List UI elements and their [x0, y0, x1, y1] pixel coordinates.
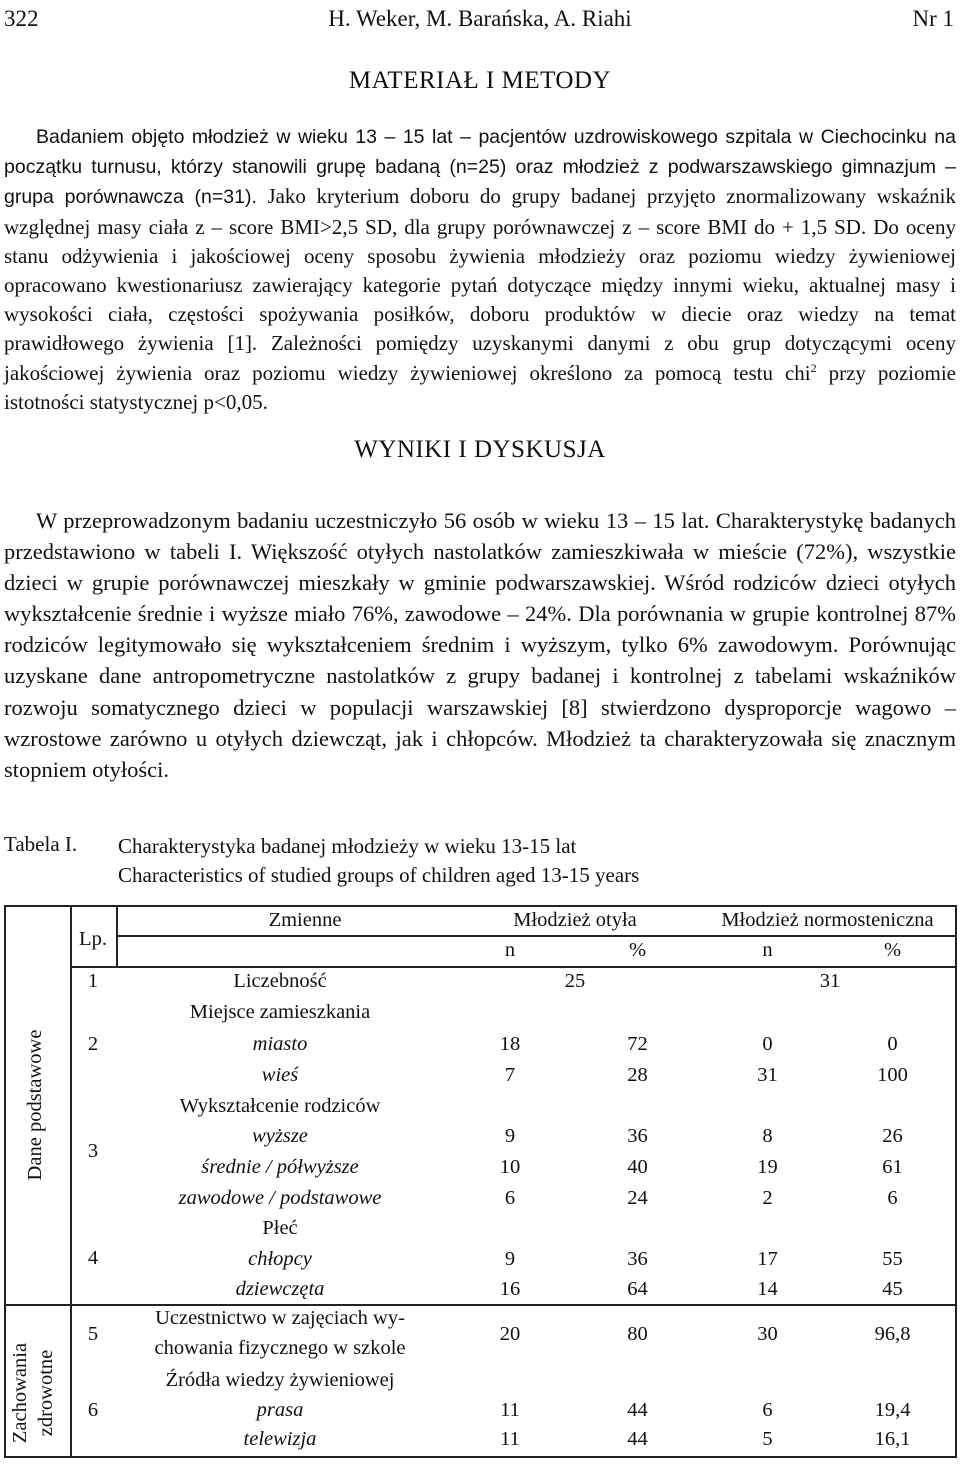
side-label-basic: Dane podstawowe: [24, 1029, 46, 1181]
row6a-label: prasa: [256, 1399, 304, 1421]
row2a-v3: 0: [762, 1033, 773, 1055]
row3b-v2: 40: [627, 1156, 648, 1178]
row3a-label: wyższe: [252, 1125, 308, 1147]
row6a-v3: 6: [762, 1399, 773, 1421]
row6b-v3: 5: [762, 1428, 773, 1450]
side-label-health-1: Zachowania: [9, 1342, 31, 1444]
row1-normal-n: 31: [819, 970, 841, 992]
row6a-v4: 19,4: [874, 1399, 911, 1421]
running-header-authors: H. Weker, M. Barańska, A. Riahi: [328, 6, 632, 31]
header-subline: [116, 935, 956, 937]
row1-lp: 1: [87, 970, 99, 992]
header-normal: Młodzież normosteniczna: [721, 909, 934, 931]
row2-lp: 2: [87, 1033, 99, 1055]
row6b-v1: 11: [500, 1428, 520, 1450]
row3-label: Wykształcenie rodziców: [179, 1095, 381, 1117]
header-n-normal: n: [762, 939, 773, 961]
row3a-v1: 9: [504, 1125, 516, 1147]
section-title-results: WYNIKI I DYSKUSJA: [354, 436, 606, 463]
table-caption-en: Characteristics of studied groups of children aged 13-15 years: [118, 863, 640, 887]
header-bottom-line: [70, 966, 956, 968]
side-label-health-2: zdrowotne: [35, 1349, 57, 1437]
header-lp: Lp.: [79, 928, 107, 950]
row3c-v3: 2: [762, 1187, 773, 1209]
row2b-v4: 100: [877, 1064, 908, 1086]
row2b-v3: 31: [757, 1064, 778, 1086]
row4-label: Płeć: [262, 1217, 298, 1239]
row1-label: Liczebność: [233, 970, 327, 992]
row5-v2: 80: [627, 1323, 648, 1345]
row5-v4: 96,8: [874, 1323, 911, 1345]
table-border-left: [4, 905, 6, 1458]
row3b-label: średnie / półwyższe: [201, 1156, 359, 1178]
methods-text-3: Do oceny stanu odżywienia i jakościowej oceny sposobu żywienia młodzieży oraz poziomu wiedzy żywieniowej opracowano kwestionariusz zawierający kategorie pytań dotyczące między innymi wieku, aktualnej masy i wysokości ciała, częstości spożywania posiłków, doboru produktów w diecie oraz wiedzy na temat prawidłowego żywienia [1]. Zależności pomiędzy uzyskanymi danymi z obu grup dotyczącymi oceny jakościowej żywienia oraz poziomu wiedzy żywieniowej określono za pomocą testu chi: [4, 214, 957, 385]
row2b-label: wieś: [261, 1064, 299, 1086]
group-divider: [4, 1304, 956, 1306]
table-caption: [118, 832, 639, 890]
row3a-v2: 36: [627, 1125, 648, 1147]
header-n-obese: n: [504, 939, 516, 961]
issue-number: Nr 1: [912, 6, 954, 31]
row4a-v3: 17: [757, 1248, 778, 1270]
table-border-right: [955, 905, 957, 1458]
row6b-v2: 44: [627, 1428, 648, 1450]
row4a-v1: 9: [504, 1248, 516, 1270]
row2a-v2: 72: [627, 1033, 648, 1055]
table-border-top: [4, 905, 956, 907]
row5-label-1: Uczestnictwo w zajęciach wy-: [155, 1307, 405, 1329]
row3c-v1: 6: [504, 1187, 516, 1209]
row4b-v4: 45: [882, 1278, 903, 1300]
row4b-v3: 14: [757, 1278, 778, 1300]
row6b-v4: 16,1: [874, 1428, 911, 1450]
row3-lp: 3: [87, 1140, 99, 1162]
row3c-label: zawodowe / podstawowe: [178, 1187, 382, 1209]
row5-v1: 20: [499, 1323, 521, 1345]
methods-text-2: Jako kryterium doboru do grupy badanej przyjęto znormalizowany wskaźnik względnej masy ciała z – score BMI>2,5 SD, dla grupy porównawczej z – score BMI do + 1,5 SD.: [4, 184, 957, 239]
methods-paragraph: [4, 122, 956, 417]
row6a-v1: 11: [500, 1399, 520, 1421]
row4b-label: dziewczęta: [235, 1278, 325, 1300]
row4b-v2: 64: [627, 1278, 648, 1300]
table-caption-pl: Charakterystyka badanej młodzieży w wieku 13-15 lat: [118, 834, 577, 858]
row3c-v4: 6: [887, 1187, 898, 1209]
header-pct-normal: %: [883, 939, 902, 961]
table-border-bottom: [4, 1456, 956, 1458]
row2b-v1: 7: [504, 1064, 516, 1086]
row6b-label: telewizja: [243, 1428, 317, 1450]
row6a-v2: 44: [627, 1399, 648, 1421]
row4b-v1: 16: [499, 1278, 521, 1300]
header-variables: Zmienne: [268, 909, 342, 931]
row3a-v3: 8: [762, 1125, 773, 1147]
row4a-label: chłopcy: [248, 1248, 312, 1270]
methods-text-1: Badaniem objęto młodzież w wieku 13 – 15 lat – pacjentów uzdrowiskowego szpitala w Ciechocinku na początku turnusu, którzy stanowili grupę badaną (n=25) oraz młodzież z podwarszawskiego gimnazjum – grupa porównawcza (n=31).: [4, 126, 956, 209]
row5-lp: 5: [87, 1323, 99, 1345]
row2a-v4: 0: [887, 1033, 898, 1055]
section-title-methods: MATERIAŁ I METODY: [348, 67, 612, 94]
row6-lp: 6: [87, 1399, 99, 1421]
table-label: Tabela I.: [4, 832, 78, 856]
row3b-v4: 61: [882, 1156, 903, 1178]
row1-obese-n: 25: [564, 970, 586, 992]
row6-label: Źródła wiedzy żywieniowej: [165, 1369, 395, 1391]
results-text: W przeprowadzonym badaniu uczestniczyło 56 osób w wieku 13 – 15 lat. Charakterystykę badanych przedstawiono w tabeli I. Większość otyłych nastolatków zamieszkiwała w mieście (72%), wszystkie dzieci w grupie porównawczej mieszkały w gminie podwarszawskiej. Wśród rodziców dzieci otyłych wykształcenie średnie i wyższe miało 76%, zawodowe – 24%. Dla porównania w grupie kontrolnej 87% rodziców legitymowało się wykształceniem średnim i wyższym, tylko 6% zawodowym. Porównując uzyskane dane antropometryczne nastolatków z grupy badanej i kontrolnej z tabelami wskaźników rozwoju somatycznego dzieci w populacji warszawskiej [8] stwierdzono dysproporcje wagowo – wzrostowe zarówno u otyłych dziewcząt, jak i chłopców. Młodzież ta charakteryzowała się znacznym stopniem otyłości.: [4, 508, 956, 782]
row3a-v4: 26: [882, 1125, 903, 1147]
row4-lp: 4: [87, 1247, 99, 1269]
row2a-label: miasto: [252, 1033, 308, 1055]
row2b-v2: 28: [627, 1064, 648, 1086]
row3b-v3: 19: [757, 1156, 778, 1178]
row2-label: Miejsce zamieszkania: [189, 1001, 371, 1023]
row3c-v2: 24: [627, 1187, 648, 1209]
row2a-v1: 18: [499, 1033, 521, 1055]
page-number: 322: [4, 6, 39, 31]
results-paragraph: [4, 505, 956, 785]
header-obese: Młodzież otyła: [513, 909, 637, 931]
row3b-v1: 10: [499, 1156, 521, 1178]
characteristics-table: [0, 905, 960, 1458]
row4a-v2: 36: [627, 1248, 648, 1270]
side-label-health: [7, 1318, 63, 1468]
row5-v3: 30: [757, 1323, 778, 1345]
row4a-v4: 55: [882, 1248, 903, 1270]
header-pct-obese: %: [628, 939, 647, 961]
chi-superscript: 2: [810, 360, 817, 375]
methods-text-4: przy poziomie istotności statystycznej p<0,05.: [4, 360, 957, 414]
row5-label-2: chowania fizycznego w szkole: [154, 1337, 406, 1359]
